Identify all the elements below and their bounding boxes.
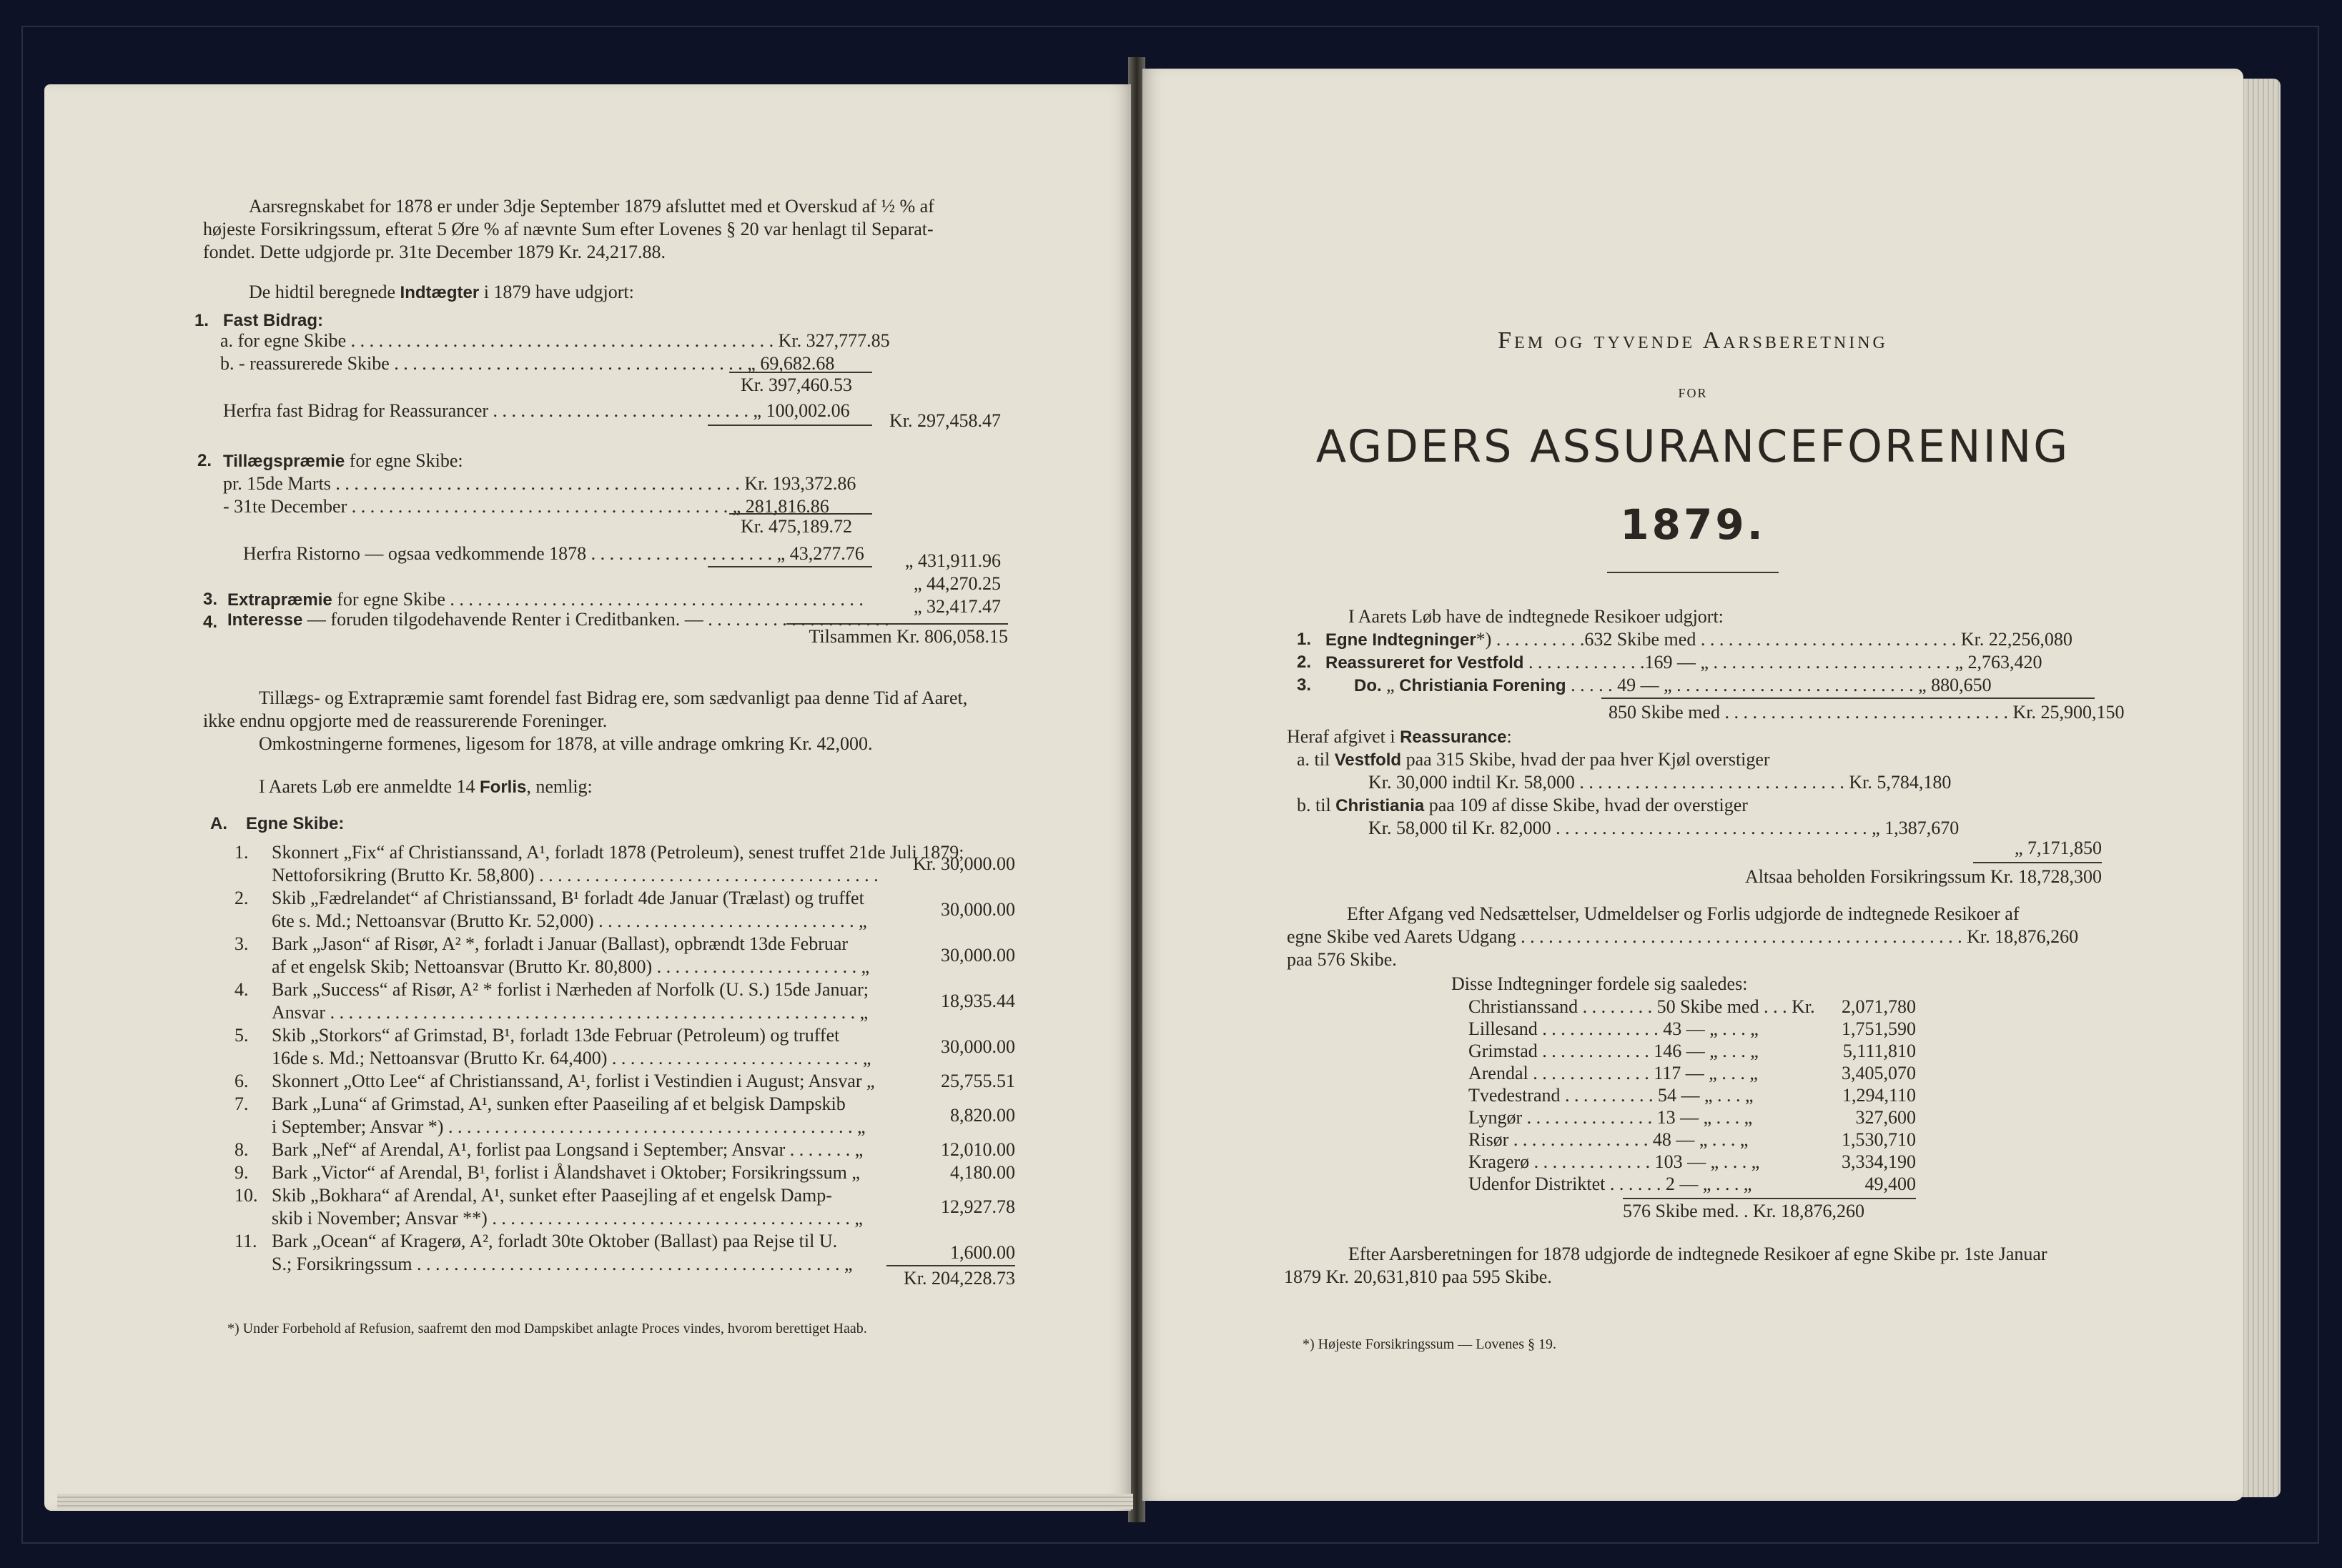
ra1-c: paa 315 Skibe, hvad der paa hver Kjøl overstiger (1405, 749, 1770, 770)
r2-line (1325, 652, 2042, 674)
r1-line (1325, 629, 2072, 651)
s3-rest: for egne Skibe . . . . . . . . . . . . . . . . . . . . . . . . . . . . . . . . . . . . . . . . . . . . . (337, 589, 864, 610)
loss-line-1: Skib „Storkors“ af Grimstad, B¹, forladt 13de Februar (Petroleum) og truffet (272, 1025, 840, 1046)
income-intro (249, 282, 634, 304)
dist-amount: 327,600 (1855, 1107, 1916, 1128)
dist-place: Udenfor Distriktet . . . . . . 2 — „ . . . „ (1468, 1173, 1752, 1194)
final-line-2: 1879 Kr. 20,631,810 paa 595 Skibe. (1284, 1266, 1552, 1287)
loss-number: 6. (234, 1071, 249, 1091)
s3-title: Extrapræmie (227, 590, 332, 610)
dist-place: Risør . . . . . . . . . . . . . . . 48 — „ . . . „ (1468, 1129, 1749, 1150)
dist-rule (1623, 1198, 1916, 1199)
dist-amount: 1,751,590 (1842, 1018, 1916, 1039)
s3-total: „ 44,270.25 (913, 573, 1001, 594)
s2-title-line (223, 450, 463, 472)
dist-amount: 3,405,070 (1842, 1063, 1916, 1083)
loss-line-2: i September; Ansvar *) . . . . . . . . . . . . . . . . . . . . . . . . . . . . . . . . . . . . . . . . . . . . „ (272, 1116, 866, 1137)
loss-line-2: skib i November; Ansvar **) . . . . . . . . . . . . . . . . . . . . . . . . . . . . . . . . . . . . . . . „ (272, 1208, 863, 1229)
reas-intro-b: Reassurance (1400, 728, 1507, 747)
s2-rule (729, 513, 872, 515)
reas-intro-c: : (1506, 726, 1512, 747)
loss-line-2: Nettoforsikring (Brutto Kr. 58,800) . . . . . . . . . . . . . . . . . . . . . . . . . . . . . . . . . . . . . (272, 865, 879, 885)
r1-bold: Egne Indtegninger (1325, 630, 1476, 650)
para2-line-3: Omkostningerne formenes, ligesom for 1878, at ville andrage omkring Kr. 42,000. (259, 733, 873, 754)
s3-line (227, 589, 864, 611)
loss-amount: Kr. 30,000.00 (913, 853, 1015, 874)
dist-place: Lyngør . . . . . . . . . . . . . . 13 — „ . . . „ (1468, 1107, 1753, 1128)
ra1-line-2: Kr. 30,000 indtil Kr. 58,000 . . . . . . . . . . . . . . . . . . . . . . . . . . . . . Kr. 5,784,180 (1368, 772, 1952, 793)
losses-intro-a: I Aarets Løb ere anmeldte 14 (259, 776, 475, 797)
reas-intro-a: Heraf afgivet i (1287, 726, 1395, 747)
loss-line-1: Skib „Fædrelandet“ af Christianssand, B¹ forladt 4de Januar (Trælast) og truffet (272, 888, 864, 908)
loss-line-1: Bark „Ocean“ af Kragerø, A², forladt 30te Oktober (Ballast) paa Rejse til U. (272, 1231, 838, 1251)
kept-total: Altsaa beholden Forsikringssum Kr. 18,728,300 (1744, 866, 2102, 887)
dist-place: Arendal . . . . . . . . . . . . . 117 — „ . . . „ (1468, 1063, 1758, 1083)
after-line-3: paa 576 Skibe. (1287, 949, 1397, 970)
s1-minus: Herfra fast Bidrag for Reassurancer . . . . . . . . . . . . . . . . . . . . . . . . . . . . „ 100,002.06 (223, 400, 850, 421)
loss-line-1: Skonnert „Otto Lee“ af Christianssand, A¹, forlist i Vestindien i August; Ansvar „ (272, 1071, 875, 1091)
losses-intro-c: , nemlig: (526, 776, 593, 797)
loss-number: 2. (234, 888, 249, 908)
loss-amount: 30,000.00 (941, 945, 1015, 966)
income-intro-a: De hidtil beregnede (249, 282, 396, 302)
losses-intro (259, 776, 593, 798)
loss-amount: 18,935.44 (941, 991, 1015, 1011)
dist-place: Christianssand . . . . . . . . 50 Skibe med . . . Kr. (1468, 996, 1815, 1017)
loss-amount: 8,820.00 (950, 1105, 1015, 1126)
loss-number: 3. (234, 933, 249, 954)
loss-number: 9. (234, 1162, 249, 1183)
ra-total: „ 7,171,850 (2014, 838, 2102, 858)
s4-rest: — foruden tilgodehavende Renter i Creditbanken. — . . . . . . . . . . . . . . . . . . . . (307, 609, 889, 630)
s4-title: Interesse (227, 610, 303, 630)
r3-num: 3. (1297, 675, 1312, 695)
title-rule (1607, 572, 1779, 573)
s2-num: 2. (197, 451, 212, 470)
income-intro-c: i 1879 have udgjort: (483, 282, 634, 302)
dist-amount: 5,111,810 (1842, 1041, 1916, 1061)
s2-minus: Herfra Ristorno — ogsaa vedkommende 1878 . . . . . . . . . . . . . . . . . . . . „ 43,277.76 (243, 543, 864, 564)
after-line-2: egne Skibe ved Aarets Udgang . . . . . . . . . . . . . . . . . . . . . . . . . . . . . . . . . . . . . . . . . . . . . . . . Kr. 18,876,260 (1287, 926, 2079, 947)
losses-rule (886, 1265, 1015, 1266)
loss-line-1: Bark „Nef“ af Arendal, A¹, forlist paa Longsand i September; Ansvar . . . . . . . „ (272, 1139, 864, 1160)
losses-total: Kr. 204,228.73 (904, 1268, 1015, 1289)
loss-line-1: Bark „Success“ af Risør, A² * forlist i Nærheden af Norfolk (U. S.) 15de Januar; (272, 979, 869, 1000)
loss-line-1: Bark „Luna“ af Grimstad, A¹, sunken efter Paaseiling af et belgisk Dampskib (272, 1093, 846, 1114)
s2-sum: Kr. 475,189.72 (741, 516, 852, 537)
dist-place: Tvedestrand . . . . . . . . . . 54 — „ . . . „ (1468, 1085, 1754, 1106)
s1a: a. for egne Skibe . . . . . . . . . . . . . . . . . . . . . . . . . . . . . . . . . . . . . . . . . . . . . . Kr. 327,777.85 (220, 330, 890, 351)
loss-number: 4. (234, 979, 249, 1000)
final-line-1: Efter Aarsberetningen for 1878 udgjorde de indtegnede Resikoer af egne Skibe pr. 1ste Januar (1348, 1244, 2047, 1264)
s1-total: Kr. 297,458.47 (889, 410, 1001, 431)
loss-line-1: Bark „Jason“ af Risør, A² *, forladt i Januar (Ballast), opbrændt 13de Februar (272, 933, 849, 954)
association-name: AGDERS ASSURANCEFORENING (1315, 420, 2070, 472)
r3-mid: „ (1381, 675, 1400, 695)
r2-num: 2. (1297, 652, 1312, 672)
loss-line-1: Bark „Victor“ af Arendal, B¹, forlist i Ålandshavet i Oktober; Forsikringssum „ (272, 1162, 860, 1183)
ra1-bold: Vestfold (1334, 750, 1402, 770)
reas-intro (1287, 726, 1512, 748)
losses-intro-b: Forlis (480, 778, 527, 797)
after-line-1: Efter Afgang ved Nedsættelser, Udmeldelser og Forlis udgjorde de indtegnede Resikoer af (1347, 903, 2020, 924)
page-stack-right (2239, 79, 2281, 1497)
ra2-line-2: Kr. 58,000 til Kr. 82,000 . . . . . . . . . . . . . . . . . . . . . . . . . . . . . . . . . . „ 1,387,670 (1368, 818, 1960, 838)
intro-line-2: højeste Forsikringssum, efterat 5 Øre % af nævnte Sum efter Lovenes § 20 var henlagt til Separat- (203, 219, 934, 239)
loss-line-2: af et engelsk Skib; Nettoansvar (Brutto Kr. 80,800) . . . . . . . . . . . . . . . . . . . . . . „ (272, 956, 870, 977)
loss-number: 7. (234, 1093, 249, 1114)
loss-number: 10. (234, 1185, 258, 1206)
r-rule (1601, 698, 2095, 699)
para2-line-2: ikke endnu opgjorte med de reassurerende Foreninger. (203, 710, 608, 731)
loss-amount: 12,010.00 (941, 1139, 1015, 1160)
dist-place: Lillesand . . . . . . . . . . . . . 43 — „ . . . „ (1468, 1018, 1759, 1039)
r3-rest: . . . . . 49 — „ . . . . . . . . . . . . . . . . . . . . . . . . . . „ 880,650 (1566, 675, 1992, 695)
dist-amount: 3,334,190 (1842, 1151, 1916, 1172)
intro-line-1: Aarsregnskabet for 1878 er under 3dje September 1879 afsluttet med et Overskud af ½ % af (249, 196, 934, 217)
s2b: - 31te December . . . . . . . . . . . . . . . . . . . . . . . . . . . . . . . . . . . . . . . . . „ 281,816.86 (223, 496, 829, 517)
risk-intro: I Aarets Løb have de indtegnede Resikoer udgjort: (1348, 606, 1724, 627)
ra2-line-1 (1297, 795, 1748, 817)
dist-place: Kragerø . . . . . . . . . . . . . 103 — „ . . . „ (1468, 1151, 1760, 1172)
loss-amount: 30,000.00 (941, 899, 1015, 920)
dist-place: Grimstad . . . . . . . . . . . . 146 — „ . . . „ (1468, 1041, 1759, 1061)
report-title: Fem og tyvende Aarsberetning (1498, 327, 1888, 354)
ra2-c: paa 109 af disse Skibe, hvad der overstiger (1428, 795, 1748, 815)
s1-num: 1. (194, 311, 209, 330)
r3-line (1354, 675, 1992, 697)
dist-amount: 1,294,110 (1842, 1085, 1916, 1106)
dist-intro: Disse Indtegninger fordele sig saaledes: (1451, 973, 1748, 994)
s2a: pr. 15de Marts . . . . . . . . . . . . . . . . . . . . . . . . . . . . . . . . . . . . . . . . . . . . Kr. 193,372.86 (223, 473, 856, 494)
r2-rest: . . . . . . . . . . . . .169 — „ . . . . . . . . . . . . . . . . . . . . . . . . . . „ 2,763,420 (1523, 652, 2042, 673)
dist-amount: 2,071,780 (1842, 996, 1916, 1017)
loss-amount: 25,755.51 (941, 1071, 1015, 1091)
s1-rule (729, 372, 872, 373)
secA-title: Egne Skibe: (246, 814, 345, 833)
loss-line-2: Ansvar . . . . . . . . . . . . . . . . . . . . . . . . . . . . . . . . . . . . . . . . . . . . . . . . . . . . . . . . . „ (272, 1002, 869, 1023)
ra2-a: b. til (1297, 795, 1331, 815)
grand-total: Tilsammen Kr. 806,058.15 (809, 626, 1008, 647)
secA-letter: A. (210, 814, 227, 833)
dist-amount: 1,530,710 (1842, 1129, 1916, 1150)
r1-rest: *) . . . . . . . . . .632 Skibe med . . . . . . . . . . . . . . . . . . . . . . . . . . . . Kr. 22,256,080 (1476, 629, 2072, 650)
right-footnote: *) Højeste Forsikringssum — Lovenes § 19. (1303, 1336, 1556, 1352)
loss-number: 11. (234, 1231, 257, 1251)
r1-num: 1. (1297, 630, 1312, 649)
ra-rule (1973, 862, 2102, 863)
r3-bold-2: Christiania Forening (1399, 676, 1566, 695)
loss-number: 5. (234, 1025, 249, 1046)
r2-bold: Reassureret for Vestfold (1325, 653, 1524, 673)
s4-total: „ 32,417.47 (913, 596, 1001, 617)
dist-amount: 49,400 (1864, 1173, 1916, 1194)
loss-amount: 12,927.78 (941, 1196, 1015, 1217)
s4-num: 4. (203, 612, 218, 632)
s1-title: Fast Bidrag: (223, 311, 324, 330)
loss-line-1: Skonnert „Fix“ af Christianssand, A¹, forladt 1878 (Petroleum), senest truffet 21de Juli 1879; (272, 842, 964, 863)
s1b: b. - reassurerede Skibe . . . . . . . . . . . . . . . . . . . . . . . . . . . . . . . . . . . . . . „ 69,682.68 (220, 353, 835, 374)
loss-line-2: S.; Forsikringssum . . . . . . . . . . . . . . . . . . . . . . . . . . . . . . . . . . . . . . . . . . . . . . „ (272, 1254, 853, 1274)
s1-sum: Kr. 397,460.53 (741, 374, 852, 395)
para2-line-1: Tillægs- og Extrapræmie samt forendel fast Bidrag ere, som sædvanligt paa denne Tid af Aaret, (259, 688, 968, 708)
s2-title-rest: for egne Skibe: (349, 450, 463, 471)
ra2-bold: Christiania (1335, 796, 1425, 815)
income-intro-b: Indtægter (400, 283, 480, 302)
left-footnote: *) Under Forbehold af Refusion, saafremt den mod Dampskibet anlagte Proces vindes, hvorom berettiget Haab. (227, 1321, 867, 1336)
loss-number: 8. (234, 1139, 249, 1160)
s2-title: Tillægspræmie (223, 452, 345, 471)
loss-number: 1. (234, 842, 249, 863)
page-stack-bottom (57, 1494, 1133, 1509)
ra1-a: a. til (1297, 749, 1330, 770)
r-sum: 850 Skibe med . . . . . . . . . . . . . . . . . . . . . . . . . . . . . . . Kr. 25,900,150 (1609, 702, 2125, 723)
loss-line-2: 6te s. Md.; Nettoansvar (Brutto Kr. 52,000) . . . . . . . . . . . . . . . . . . . . . . . . . . . . „ (272, 910, 867, 931)
loss-amount: 4,180.00 (950, 1162, 1015, 1183)
r3-bold: Do. (1354, 676, 1382, 695)
report-year: 1879. (1620, 500, 1766, 549)
report-title-for: FOR (1678, 386, 1708, 400)
loss-line-1: Skib „Bokhara“ af Arendal, A¹, sunket efter Paasejling af et engelsk Damp- (272, 1185, 832, 1206)
dist-total: 576 Skibe med. . Kr. 18,876,260 (1623, 1201, 1864, 1221)
loss-amount: 1,600.00 (950, 1242, 1015, 1263)
intro-line-3: fondet. Dette udgjorde pr. 31te December 1879 Kr. 24,217.88. (203, 242, 666, 262)
ra1-line-1 (1297, 749, 1770, 771)
loss-amount: 30,000.00 (941, 1036, 1015, 1057)
loss-line-2: 16de s. Md.; Nettoansvar (Brutto Kr. 64,400) . . . . . . . . . . . . . . . . . . . . . . . . . . . „ (272, 1048, 871, 1068)
s2-total: „ 431,911.96 (904, 550, 1001, 571)
grand-rule (786, 623, 1008, 625)
s3-num: 3. (203, 590, 218, 609)
